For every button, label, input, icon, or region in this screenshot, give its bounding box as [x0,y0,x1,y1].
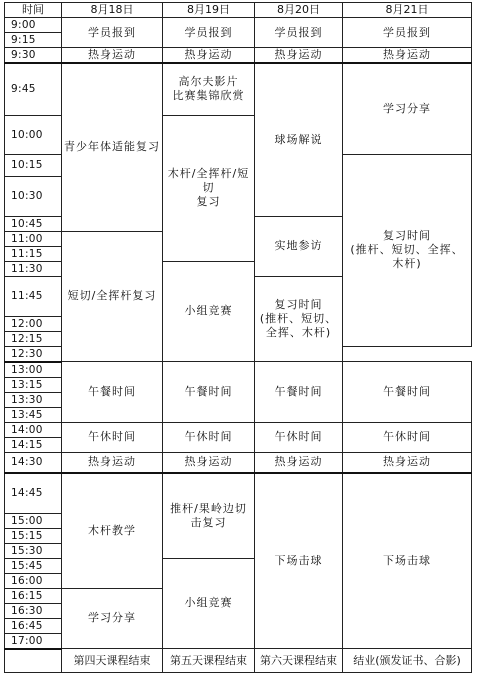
day19-warmup-afternoon: 热身运动 [163,452,255,473]
time-1030: 10:30 [5,176,62,216]
day21-review-time: 复习时间 (推杆、短切、全挥、 木杆) [343,154,472,346]
day21-graduation: 结业(颁发证书、合影) [343,649,472,673]
day20-lunch: 午餐时间 [255,362,343,423]
day21-warmup: 热身运动 [343,48,472,64]
time-1200: 12:00 [5,316,62,331]
day21-lunch: 午餐时间 [343,362,472,423]
day18-nap: 午休时间 [62,422,163,452]
day20-warmup: 热身运动 [255,48,343,64]
time-1145: 11:45 [5,276,62,316]
time-1545: 15:45 [5,558,62,573]
time-1315: 13:15 [5,377,62,392]
time-1115: 11:15 [5,246,62,261]
day19-golf-film: 高尔夫影片 比赛集锦欣赏 [163,63,255,115]
time-1100: 11:00 [5,231,62,246]
time-1300: 13:00 [5,362,62,378]
day21-learning-share: 学习分享 [343,63,472,154]
day19-group-contest-afternoon: 小组竞赛 [163,558,255,649]
time-1445: 14:45 [5,473,62,513]
day21-course-play: 下场击球 [343,473,472,649]
time-1000: 10:00 [5,115,62,154]
day18-chip-swing-review: 短切/全挥杆复习 [62,231,163,362]
time-1045: 10:45 [5,216,62,231]
day21-nap: 午休时间 [343,422,472,452]
day20-site-visit: 实地参访 [255,216,343,276]
day18-fitness-review: 青少年体适能复习 [62,63,163,231]
day18-warmup-afternoon: 热身运动 [62,452,163,473]
day21-warmup-afternoon: 热身运动 [343,452,472,473]
day20-checkin: 学员报到 [255,18,343,48]
time-1345: 13:45 [5,407,62,422]
time-1630: 16:30 [5,603,62,618]
time-1230: 12:30 [5,346,62,362]
time-1515: 15:15 [5,528,62,543]
day20-course-play: 下场击球 [255,473,343,649]
header-day-20: 8月20日 [255,3,343,18]
time-1130: 11:30 [5,261,62,276]
time-1330: 13:30 [5,392,62,407]
time-1215: 12:15 [5,331,62,346]
time-0900: 9:00 [5,18,62,33]
time-0945: 9:45 [5,63,62,115]
header-time: 时间 [5,3,62,18]
time-1430: 14:30 [5,452,62,473]
time-0930: 9:30 [5,48,62,64]
day18-warmup: 热身运动 [62,48,163,64]
day18-woods-teaching: 木杆教学 [62,473,163,588]
time-1500: 15:00 [5,513,62,528]
day18-checkin: 学员报到 [62,18,163,48]
day19-club-review: 木杆/全挥杆/短 切 复习 [163,115,255,261]
time-1600: 16:00 [5,573,62,588]
time-1415: 14:15 [5,437,62,452]
time-1015: 10:15 [5,154,62,176]
time-0915: 9:15 [5,33,62,48]
day19-warmup: 热身运动 [163,48,255,64]
day21-checkin: 学员报到 [343,18,472,48]
time-blank [5,649,62,673]
time-1400: 14:00 [5,422,62,437]
day19-nap: 午休时间 [163,422,255,452]
time-1530: 15:30 [5,543,62,558]
day18-lunch: 午餐时间 [62,362,163,423]
day20-end: 第六天课程结束 [255,649,343,673]
time-1645: 16:45 [5,618,62,633]
day18-end: 第四天课程结束 [62,649,163,673]
schedule-table [4,2,472,673]
day19-group-contest: 小组竞赛 [163,261,255,362]
day20-course-briefing: 球场解说 [255,63,343,216]
day18-learning-share: 学习分享 [62,588,163,649]
day19-lunch: 午餐时间 [163,362,255,423]
day20-warmup-afternoon: 热身运动 [255,452,343,473]
header-day-21: 8月21日 [343,3,472,18]
day20-review-time: 复习时间 (推杆、短切、 全挥、木杆) [255,276,343,362]
day20-nap: 午休时间 [255,422,343,452]
header-day-19: 8月19日 [163,3,255,18]
header-row [5,3,472,18]
day19-checkin: 学员报到 [163,18,255,48]
day19-putting-review: 推杆/果岭边切 击复习 [163,473,255,558]
time-1615: 16:15 [5,588,62,603]
header-day-18: 8月18日 [62,3,163,18]
time-1700: 17:00 [5,633,62,649]
day19-end: 第五天课程结束 [163,649,255,673]
